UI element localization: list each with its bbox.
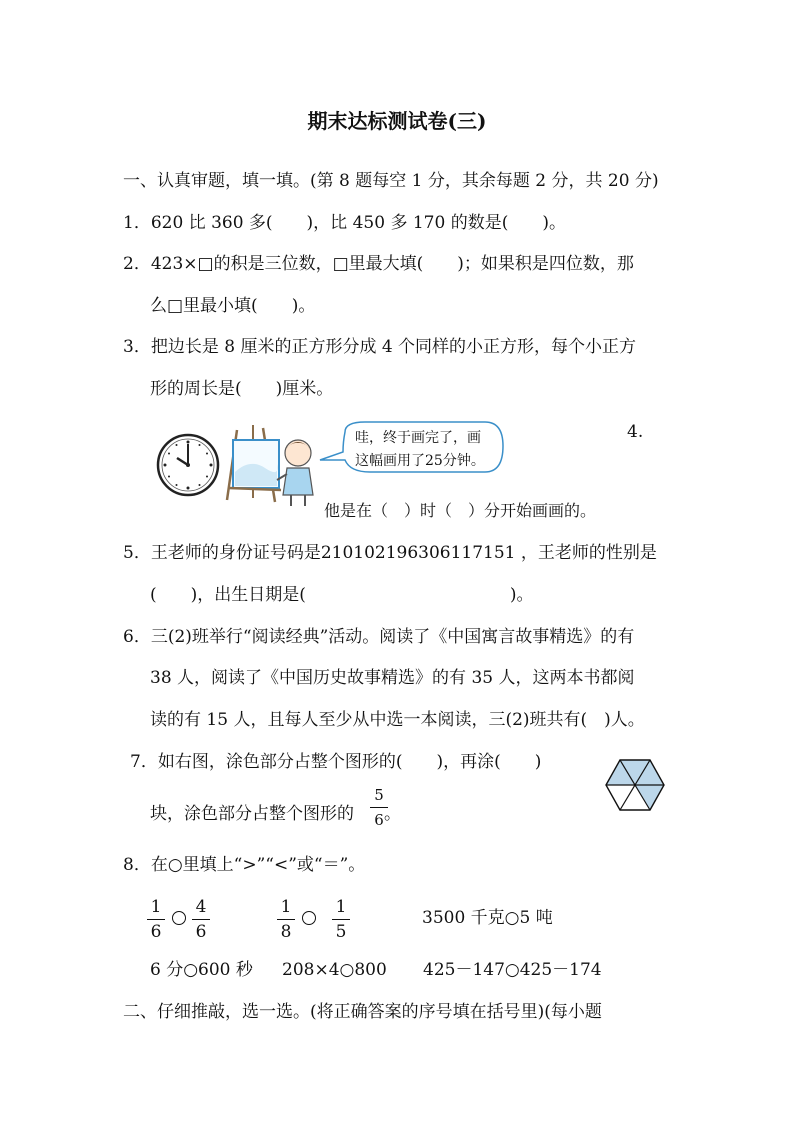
q8-fraction-a bbox=[147, 897, 165, 942]
fraction-numerator: 1 bbox=[335, 897, 347, 917]
compare-circle[interactable] bbox=[302, 911, 316, 925]
page-title: 期末达标测试卷(三) bbox=[307, 109, 487, 133]
question-5-line1: 5．王老师的身份证号码是210102196306117151 ，王老师的性别是 bbox=[123, 543, 657, 563]
fraction-bar bbox=[192, 919, 210, 920]
question-7-line2: 块，涂色部分占整个图形的 bbox=[150, 804, 354, 824]
question-8-g: 208×4○800 bbox=[282, 960, 387, 980]
question-8-f: 6 分○600 秒 bbox=[150, 960, 253, 980]
question-1: 1．620 比 360 多( )，比 450 多 170 的数是( )。 bbox=[123, 213, 566, 233]
fraction-bar bbox=[277, 919, 295, 920]
hexagon-figure bbox=[590, 758, 680, 812]
question-2-line2: 么□里最小填( )。 bbox=[150, 296, 316, 316]
question-5-line2: ( )，出生日期是( )。 bbox=[150, 585, 534, 605]
question-8-h: 425－147○425－174 bbox=[423, 960, 602, 980]
question-8-heading: 8．在○里填上“>”“<”或“＝”。 bbox=[123, 855, 366, 875]
fraction-denominator: 5 bbox=[335, 922, 347, 942]
question-4-number: 4. bbox=[627, 422, 644, 442]
speech-bubble-line2: 这幅画用了25分钟。 bbox=[355, 453, 485, 469]
fraction-bar bbox=[147, 919, 165, 920]
fraction-numerator: 5 bbox=[374, 786, 384, 804]
fraction-numerator: 4 bbox=[195, 897, 207, 917]
compare-circle[interactable] bbox=[172, 911, 186, 925]
girl-icon bbox=[277, 440, 313, 506]
easel-icon bbox=[227, 425, 281, 502]
question-7-end: 。 bbox=[384, 804, 401, 824]
clock-icon bbox=[158, 435, 218, 495]
q8-fraction-d bbox=[332, 897, 350, 942]
fraction-denominator: 8 bbox=[280, 922, 292, 942]
fraction-denominator: 6 bbox=[374, 811, 384, 829]
q8-fraction-c bbox=[277, 897, 295, 942]
question-6-line1: 6．三(2)班举行“阅读经典”活动。阅读了《中国寓言故事精选》的有 bbox=[123, 627, 635, 647]
fraction-numerator: 1 bbox=[150, 897, 162, 917]
question-3-line2: 形的周长是( )厘米。 bbox=[150, 379, 334, 399]
fraction-denominator: 6 bbox=[150, 922, 162, 942]
question-2-line1: 2．423×□的积是三位数，□里最大填( )；如果积是四位数，那 bbox=[123, 254, 634, 274]
fraction-bar bbox=[332, 919, 350, 920]
fraction-denominator: 6 bbox=[195, 922, 207, 942]
question-4-text: 他是在（ ）时（ ）分开始画画的。 bbox=[324, 501, 597, 520]
speech-bubble-line1: 哇，终于画完了，画 bbox=[355, 430, 481, 446]
q8-fraction-b bbox=[192, 897, 210, 942]
question-6-line3: 读的有 15 人，且每人至少从中选一本阅读，三(2)班共有( )人。 bbox=[150, 710, 645, 730]
question-3-line1: 3．把边长是 8 厘米的正方形分成 4 个同样的小正方形，每个小正方 bbox=[123, 337, 637, 357]
fraction-numerator: 1 bbox=[280, 897, 292, 917]
section2-heading: 二、仔细推敲，选一选。(将正确答案的序号填在括号里)(每小题 bbox=[123, 1002, 602, 1022]
question-6-line2: 38 人，阅读了《中国历史故事精选》的有 35 人，这两本书都阅 bbox=[150, 668, 635, 688]
question-7-line1: 7．如右图，涂色部分占整个图形的( )，再涂( ) bbox=[130, 752, 542, 772]
question-8-e: 3500 千克○5 吨 bbox=[422, 908, 553, 928]
section1-heading: 一、认真审题，填一填。(第 8 题每空 1 分，其余每题 2 分，共 20 分) bbox=[123, 171, 659, 191]
